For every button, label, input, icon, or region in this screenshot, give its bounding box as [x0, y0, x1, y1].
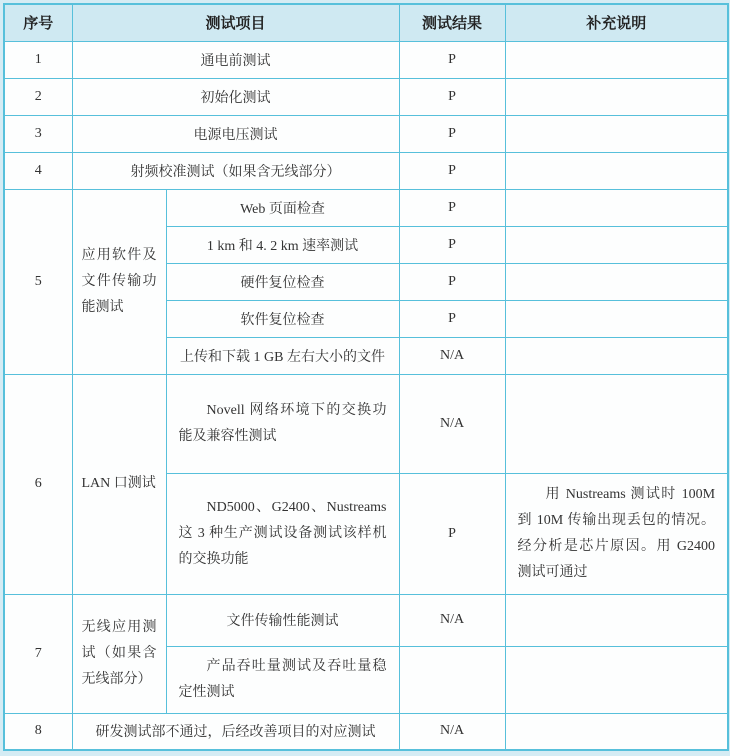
item-cell: 产品吞吐量测试及吞吐量稳定性测试 [166, 646, 399, 713]
header-result: 测试结果 [399, 4, 505, 41]
item-cell: 上传和下载 1 GB 左右大小的文件 [166, 337, 399, 374]
serial-cell: 8 [4, 713, 72, 750]
note-cell [505, 78, 728, 115]
item-cell: Novell 网络环境下的交换功能及兼容性测试 [166, 374, 399, 473]
header-item: 测试项目 [72, 4, 399, 41]
result-cell: P [399, 41, 505, 78]
table-row-2 [4, 78, 728, 115]
item-cell: 通电前测试 [72, 41, 399, 78]
item-cell: 文件传输性能测试 [166, 594, 399, 646]
table-row-6-sub1 [4, 374, 728, 473]
note-cell: 用 Nustreams 测试时 100M 到 10M 传输出现丢包的情况。经分析是芯片原因。用 G2400 测试可通过 [505, 473, 728, 594]
note-cell [505, 189, 728, 226]
result-cell: P [399, 473, 505, 594]
note-cell [505, 263, 728, 300]
serial-cell: 2 [4, 78, 72, 115]
table-row-1 [4, 41, 728, 78]
item-cell: Web 页面检查 [166, 189, 399, 226]
category-cell: 无线应用测试（如果含无线部分） [72, 594, 166, 713]
result-cell: P [399, 263, 505, 300]
note-cell [505, 152, 728, 189]
table-row-5-sub1 [4, 189, 728, 226]
item-cell: 初始化测试 [72, 78, 399, 115]
note-cell [505, 300, 728, 337]
test-results-table [3, 3, 729, 751]
item-cell: 研发测试部不通过，后经改善项目的对应测试 [72, 713, 399, 750]
note-cell [505, 115, 728, 152]
serial-cell: 6 [4, 374, 72, 594]
item-cell: 1 km 和 4. 2 km 速率测试 [166, 226, 399, 263]
note-cell [505, 41, 728, 78]
result-cell: P [399, 115, 505, 152]
note-cell [505, 374, 728, 473]
result-cell: P [399, 226, 505, 263]
category-cell: 应用软件及文件传输功能测试 [72, 189, 166, 374]
item-cell: 软件复位检查 [166, 300, 399, 337]
serial-cell: 7 [4, 594, 72, 713]
result-cell [399, 646, 505, 713]
header-no: 序号 [4, 4, 72, 41]
note-cell [505, 713, 728, 750]
result-cell: N/A [399, 594, 505, 646]
serial-cell: 4 [4, 152, 72, 189]
note-cell [505, 594, 728, 646]
header-row [4, 4, 728, 41]
table-row-4 [4, 152, 728, 189]
note-cell [505, 646, 728, 713]
serial-cell: 5 [4, 189, 72, 374]
result-cell: P [399, 189, 505, 226]
result-cell: P [399, 78, 505, 115]
item-cell: ND5000、G2400、Nustreams 这 3 种生产测试设备测试该样机的交换功能 [166, 473, 399, 594]
category-cell: LAN 口测试 [72, 374, 166, 594]
note-cell [505, 337, 728, 374]
table-row-8 [4, 713, 728, 750]
serial-cell: 3 [4, 115, 72, 152]
result-cell: N/A [399, 337, 505, 374]
result-cell: P [399, 300, 505, 337]
table-row-7-sub1 [4, 594, 728, 646]
header-note: 补充说明 [505, 4, 728, 41]
item-cell: 电源电压测试 [72, 115, 399, 152]
note-cell [505, 226, 728, 263]
result-cell: N/A [399, 713, 505, 750]
result-cell: N/A [399, 374, 505, 473]
item-cell: 硬件复位检查 [166, 263, 399, 300]
item-cell: 射频校准测试（如果含无线部分） [72, 152, 399, 189]
result-cell: P [399, 152, 505, 189]
table-row-3 [4, 115, 728, 152]
serial-cell: 1 [4, 41, 72, 78]
